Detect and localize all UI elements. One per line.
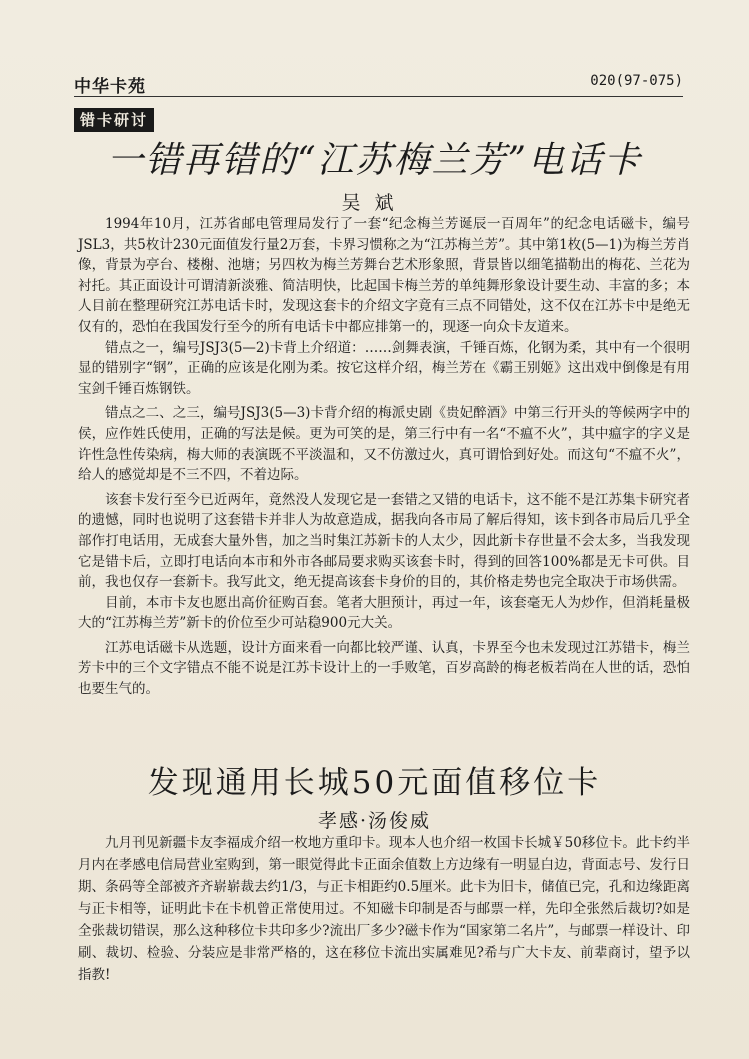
article2-body [78,832,690,986]
article1-title: 一错再错的“江苏梅兰芳”电话卡 [107,140,642,181]
column-tag: 错卡研讨 [74,108,154,132]
article1-paragraph: 目前，本市卡友也愿出高价征购百套。笔者大胆预计，再过一年，该套毫无人为炒作，但消耗量极大的“江苏梅兰芳”新卡的价位至少可站稳900元大关。 [78,594,690,632]
article1-paragraph: 江苏电话磁卡从选题，设计方面来看一向都比较严谨、认真，卡界至今也未发现过江苏错卡，梅兰芳卡中的三个文字错点不能不说是江苏卡设计上的一手败笔，百岁高龄的梅老板若尚在人世的话，恐怕也要生气的。 [78,639,690,698]
page-number: 020(97-075) [590,73,683,89]
article1-paragraph: 错点之一，编号JSJ3(5—2)卡背上介绍道：……剑舞表演，千锤百炼，化钢为柔，其中有一个很明显的错别字“钢”，正确的应该是化刚为柔。按它这样介绍，梅兰芳在《霸王别姬》这出戏中倒像是有用宝剑千锤百炼钢铁。 [78,339,690,397]
article1-paragraph: 1994年10月，江苏省邮电管理局发行了一套“纪念梅兰芳诞辰一百周年”的纪念电话磁卡，编号JSL3，共5枚计230元面值发行量2万套，卡界习惯称之为“江苏梅兰芳”。其中第1枚(5—1)为梅兰芳肖像，背景为亭台、楼榭、池塘；另四枚为梅兰芳舞台艺术形象照，背景皆以细笔描勒出的梅花、兰花为衬托。其正面设计可谓清新淡雅、简洁明快，比起国卡梅兰芳的单纯舞形象设计要生动、丰富的多；本人目前在整理研究江苏电话卡时，发现这套卡的介绍文字竟有三点不同错处，这不仅在江苏卡中是绝无仅有的，恐怕在我国发行至今的所有电话卡中都应排第一的，现逐一向众卡友道来。 [78,216,690,335]
article2-author: 孝感·汤俊威 [317,810,432,832]
article1-paragraph: 该套卡发行至今已近两年，竟然没人发现它是一套错之又错的电话卡，这不能不是江苏集卡研究者的遗憾，同时也说明了这套错卡并非人为故意造成，据我向各市局了解后得知，该卡到各市局后几乎全部作打电话用，无成套大量外售，加之当时集江苏新卡的人太少，因此新卡存世量不会太多，当我发现它是错卡后，立即打电话向本市和外市各邮局要求购买该套卡时，得到的回答100%都是无卡可供。目前，我也仅存一套新卡。我写此文，绝无提高该套卡身价的目的，其价格走势也完全取决于市场供需。 [78,491,690,591]
article1-paragraph: 错点之二、之三，编号JSJ3(5—3)卡背介绍的梅派史剧《贵妃醉酒》中第三行开头的等候两字中的侯，应作姓氏使用，正确的写法是候。更为可笑的是，第三行中有一名“不瘟不火”，其中瘟字的字义是许性急性传染病，梅大师的表演既不平淡温和，又不仿激过火，真可谓恰到好处。而这句“不瘟不火”，给人的感觉却是不三不四，不着边际。 [78,405,690,484]
magazine-name: 中华卡苑 [74,77,146,97]
article2-paragraph: 九月刊见新疆卡友李福成介绍一枚地方重印卡。现本人也介绍一枚国卡长城￥50移位卡。此卡约半月内在孝感电信局营业室购到，第一眼觉得此卡正面余值数上方边缘有一明显白边，背面志号、发行日期、条码等全部被齐齐崭崭裁去约1/3，与正卡相距约0.5厘米。此卡为旧卡，储值已完，孔和边缘距离与正卡相等，证明此卡在卡机曾正常使用过。不知磁卡印制是否与邮票一样，先印全张然后裁切?如是全张裁切错误，那么这种移位卡共印多少?流出厂多少?磁卡作为“国家第二名片”，与邮票一样设计、印刷、裁切、检验、分装应是非常严格的，这在移位卡流出实属难见?希与广大卡友、前辈商讨，望予以指教! [78,835,690,983]
article1-body [78,214,690,700]
article1-author: 吴斌 [341,192,408,214]
page-header [74,70,683,97]
article2-title: 发现通用长城50元面值移位卡 [147,765,602,801]
